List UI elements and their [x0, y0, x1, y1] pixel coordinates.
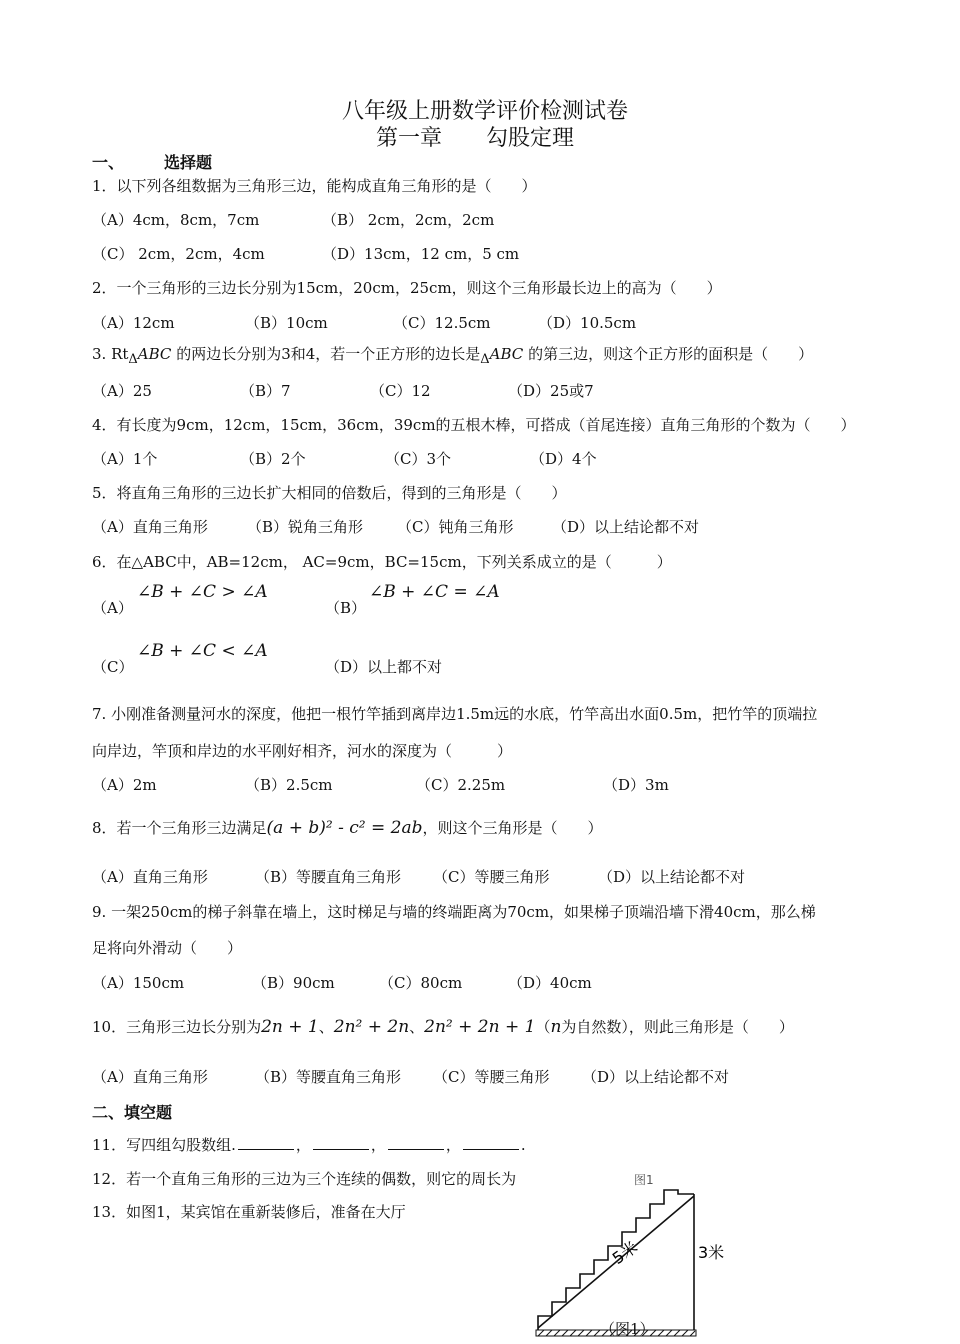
q4-option-c: （C）3个 [385, 450, 452, 468]
q3-option-d: （D）25或7 [508, 382, 594, 400]
q5-option-d: （D）以上结论都不对 [552, 518, 700, 536]
q9-option-d: （D）40cm [508, 974, 592, 992]
q1-option-d: （D）13cm，12 cm，5 cm [322, 245, 520, 263]
q5-option-a: （A）直角三角形 [92, 518, 208, 536]
q11-blank-1[interactable] [238, 1139, 294, 1150]
q8-formula: (a + b)² - c² = 2ab [266, 818, 423, 838]
q5-stem: 5．将直角三角形的三边长扩大相同的倍数后，得到的三角形是（ ） [92, 484, 567, 502]
q9-option-b: （B）90cm [252, 974, 335, 992]
q7-option-a: （A）2m [92, 776, 157, 794]
q2-stem: 2．一个三角形的三边长分别为15cm，20cm，25cm，则这个三角形最长边上的高为（ ） [92, 279, 722, 297]
triangle-symbol: Δ [128, 352, 138, 367]
q9-stem-line2: 足将向外滑动（ ） [92, 939, 243, 957]
q11-stem: 11．写四组勾股数组. ， ， ， . [92, 1136, 526, 1154]
q8-option-d: （D）以上结论都不对 [598, 868, 746, 886]
exam-title: 八年级上册数学评价检测试卷 [341, 99, 628, 124]
q7-stem-line2: 向岸边，竿顶和岸边的水平刚好相齐，河水的深度为（ ） [92, 742, 513, 760]
q1-option-c: （C） 2cm，2cm，4cm [92, 245, 265, 263]
q7-option-c: （C）2.25m [416, 776, 506, 794]
q6-option-b-formula: ∠B + ∠C = ∠A [369, 582, 500, 602]
q2-option-b: （B）10cm [245, 314, 328, 332]
q8-option-c: （C）等腰三角形 [433, 868, 550, 886]
q5-option-b: （B）锐角三角形 [247, 518, 364, 536]
q2-option-a: （A）12cm [92, 314, 175, 332]
q6-option-a-label: （A） [92, 599, 133, 617]
q8-option-b: （B）等腰直角三角形 [255, 868, 402, 886]
q10-stem: 10．三角形三边长分别为2n + 1、2n² + 2n、2n² + 2n + 1（n为自然数），则此三角形是（ ） [92, 1017, 794, 1037]
q6-option-c-label: （C） [92, 658, 134, 676]
q10-option-b: （B）等腰直角三角形 [255, 1068, 402, 1086]
q10-option-a: （A）直角三角形 [92, 1068, 208, 1086]
q6-option-a-formula: ∠B + ∠C > ∠A [137, 582, 268, 602]
section-1-heading [92, 150, 212, 173]
q8-option-a: （A）直角三角形 [92, 868, 208, 886]
q3-option-c: （C）12 [370, 382, 431, 400]
q7-option-d: （D）3m [603, 776, 669, 794]
q4-option-b: （B）2个 [240, 450, 306, 468]
q9-stem-line1: 9. 一架250cm的梯子斜靠在墙上，这时梯足与墙的终端距离为70cm，如果梯子顶端沿墙下滑40cm，那么梯 [92, 903, 816, 921]
q1-stem: 1．以下列各组数据为三角形三边，能构成直角三角形的是（ ） [92, 177, 537, 195]
q4-option-a: （A）1个 [92, 450, 158, 468]
figure-caption: （图1） [600, 1320, 655, 1338]
section-1-number: 一、 [92, 153, 125, 172]
q4-stem: 4．有长度为9cm，12cm，15cm，36cm，39cm的五根木棒，可搭成（首尾连接）直角三角形的个数为（ ） [92, 416, 856, 434]
chapter-title [0, 121, 950, 152]
q3-stem: 3. RtΔABC 的两边长分别为3和4，若一个正方形的边长是ΔABC 的第三边，则这个正方形的面积是（ ） [92, 345, 814, 367]
q5-option-c: （C）钝角三角形 [397, 518, 514, 536]
hypotenuse-label: 5米 [608, 1237, 642, 1268]
q12-stem: 12．若一个直角三角形的三边为三个连续的偶数，则它的周长为 [92, 1170, 517, 1188]
q7-stem-line1: 7. 小刚准备测量河水的深度，他把一根竹竿插到离岸边1.5m远的水底，竹竿高出水面0.5m，把竹竿的顶端拉 [92, 705, 818, 723]
q6-option-d: （D）以上都不对 [325, 658, 443, 676]
q1-option-b: （B） 2cm，2cm，2cm [322, 211, 495, 229]
q2-option-d: （D）10.5cm [538, 314, 637, 332]
height-label: 3米 [698, 1243, 725, 1262]
q10-option-d: （D）以上结论都不对 [582, 1068, 730, 1086]
q7-option-b: （B）2.5cm [245, 776, 333, 794]
chapter-number: 第一章 [375, 126, 442, 151]
q2-option-c: （C）12.5cm [393, 314, 491, 332]
section-2-heading: 二、填空题 [92, 1103, 173, 1122]
q6-stem: 6．在△ABC中，AB=12cm， AC=9cm，BC=15cm，下列关系成立的是（ ） [92, 553, 672, 571]
chapter-name: 勾股定理 [486, 126, 575, 151]
triangle-symbol: Δ [480, 352, 490, 367]
q11-blank-3[interactable] [388, 1139, 444, 1150]
q6-option-c-formula: ∠B + ∠C < ∠A [137, 641, 268, 661]
q10-side-2: 2n² + 2n [333, 1017, 410, 1037]
figure-corner-label: 图1 [634, 1173, 654, 1187]
q13-stem: 13．如图1，某宾馆在重新装修后，准备在大厅 [92, 1203, 406, 1221]
q1-option-a: （A）4cm，8cm，7cm [92, 211, 260, 229]
q3-option-b: （B）7 [240, 382, 291, 400]
q4-option-d: （D）4个 [530, 450, 597, 468]
q11-blank-4[interactable] [463, 1139, 519, 1150]
q3-option-a: （A）25 [92, 382, 152, 400]
q9-option-c: （C）80cm [379, 974, 463, 992]
q8-stem: 8．若一个三角形三边满足(a + b)² - c² = 2ab，则这个三角形是（ ） [92, 818, 603, 838]
section-1-name: 选择题 [164, 153, 213, 172]
staircase-figure [530, 1170, 725, 1340]
q10-side-1: 2n + 1 [261, 1017, 319, 1037]
q10-option-c: （C）等腰三角形 [433, 1068, 550, 1086]
q10-side-3: 2n² + 2n + 1 [424, 1017, 536, 1037]
q11-blank-2[interactable] [313, 1139, 369, 1150]
q6-option-b-label: （B） [325, 599, 367, 617]
q9-option-a: （A）150cm [92, 974, 185, 992]
